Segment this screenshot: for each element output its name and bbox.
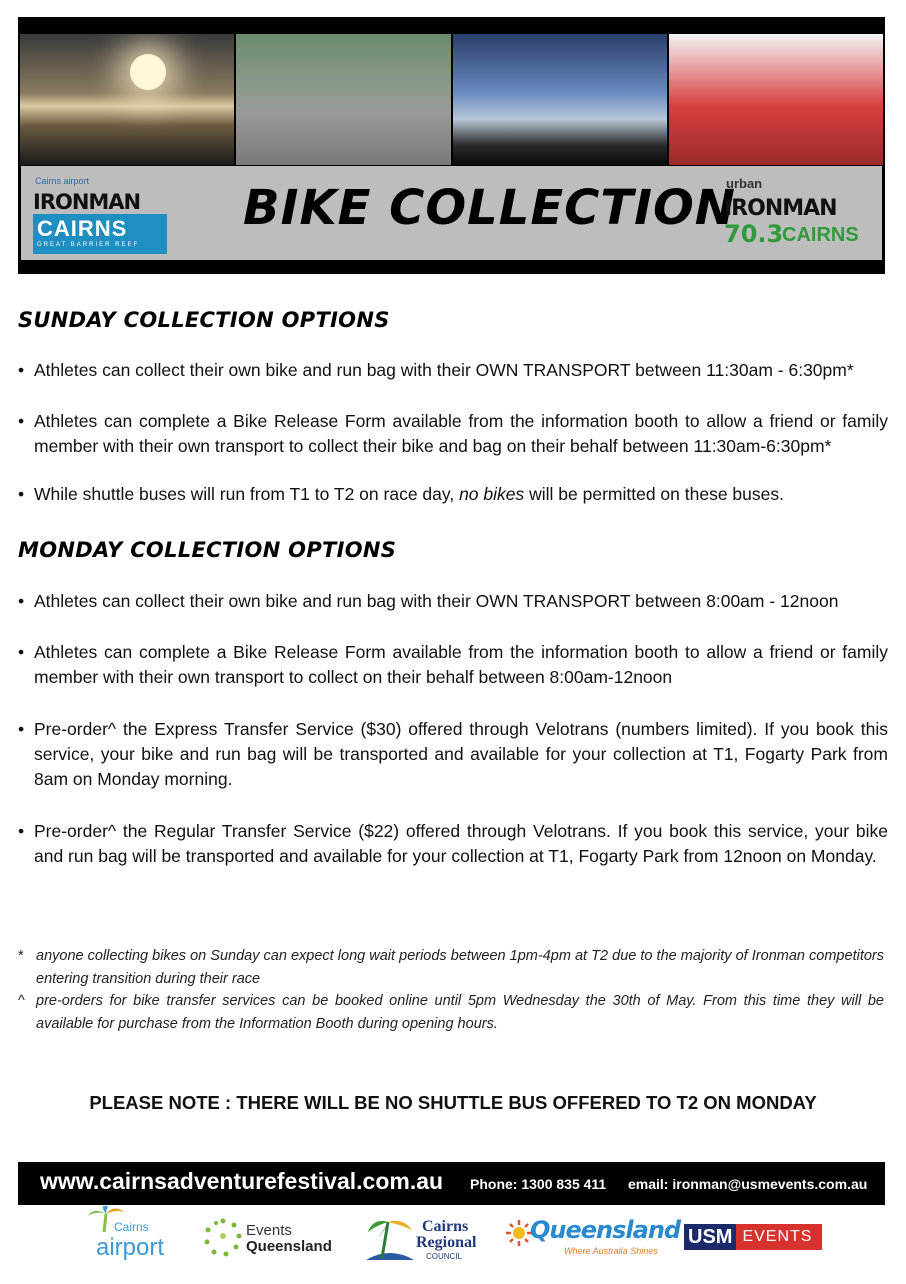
bullet-icon: • — [18, 484, 25, 504]
photo-run — [453, 34, 667, 165]
title-banner — [18, 166, 885, 260]
list-item: • Athletes can complete a Bike Release Form available from the information booth to allow a friend or family member with their own transport to collect their bike and bag on their behalf between 11:30am-6:30pm* — [18, 411, 888, 456]
list-item: • Athletes can collect their own bike and run bag with their OWN TRANSPORT between 11:30am - 6:30pm* — [18, 358, 888, 383]
bullet-icon: • — [18, 411, 25, 431]
list-item: • While shuttle buses will run from T1 to T2 on race day, no bikes will be permitted on these buses. — [18, 482, 888, 507]
bullet-icon: • — [18, 642, 25, 662]
cairns-airport-logo: Cairns airport — [86, 1206, 176, 1266]
urban-sponsor-text: urban — [726, 176, 763, 191]
cairns-regional-council-logo: Cairns Regional COUNCIL — [362, 1216, 487, 1272]
airport-sponsor-text: Cairns airport — [35, 176, 90, 186]
please-note: PLEASE NOTE : THERE WILL BE NO SHUTTLE BUS OFFERED TO T2 ON MONDAY — [89, 1092, 817, 1113]
list-item: • Athletes can complete a Bike Release Form available from the information booth to allow a friend or family member with their own transport to collect on their behalf between 8:00am-12noon — [18, 642, 888, 687]
sun-burst-icon — [506, 1220, 532, 1246]
header-top-bar — [18, 17, 885, 33]
sponsor-logos — [0, 1206, 906, 1276]
monday-heading: MONDAY COLLECTION OPTIONS — [18, 538, 397, 562]
sun-icon — [130, 54, 166, 90]
council-emblem-icon — [362, 1216, 418, 1264]
logo-distance: 70.3 — [724, 220, 784, 248]
events-queensland-logo: Events Queensland — [204, 1218, 334, 1266]
sunday-heading: SUNDAY COLLECTION OPTIONS — [18, 308, 390, 332]
footnote-asterisk: * anyone collecting bikes on Sunday can expect long wait periods between 1pm-4pm at T2 due to the majority of Ironman competitors entering transition during their race — [18, 948, 884, 987]
footnote-caret: ^ pre-orders for bike transfer services can be booked online until 5pm Wednesday the 30th of May. From this time they will be available for purchase from the Information Booth during opening hours. — [18, 993, 884, 1032]
photo-finish — [669, 34, 883, 165]
list-item: • Pre-order^ the Express Transfer Service ($30) offered through Velotrans (numbers limited). If you book this service, your bike and run bag will be transported and available for your collection at T1, Fogarty Park from 8am on Monday morning. — [18, 719, 888, 789]
bullet-icon: • — [18, 360, 25, 380]
logo-city-right: CAIRNS — [782, 224, 859, 246]
bullet-icon: • — [18, 719, 25, 739]
bullet-icon: • — [18, 821, 25, 841]
email-link[interactable]: email: ironman@usmevents.com.au — [628, 1176, 868, 1192]
ironman-703-logo — [724, 174, 874, 254]
ironman-cairns-logo — [33, 174, 173, 254]
logo-city: CAIRNS — [37, 216, 128, 241]
logo-cairns-box — [33, 214, 167, 254]
logo-tagline: GREAT BARRIER REEF — [37, 242, 140, 248]
usm-events-logo: USM EVENTS — [684, 1224, 822, 1250]
queensland-logo: Queensland Where Australia Shines — [506, 1212, 666, 1266]
header-bottom-bar — [18, 260, 885, 274]
website-link[interactable]: www.cairnsadventurefestival.com.au — [40, 1168, 444, 1194]
photo-swim — [20, 34, 234, 165]
footer-bar — [18, 1162, 885, 1205]
photo-strip — [18, 33, 885, 166]
page-title: BIKE COLLECTION — [243, 180, 736, 236]
list-item: • Pre-order^ the Regular Transfer Service ($22) offered through Velotrans. If you book this service, your bike and run bag will be transported and available for your collection at T1, Fogarty Park from 12noon on Monday. — [18, 821, 888, 866]
logo-brand: IRONMAN — [33, 190, 141, 214]
list-item: • Athletes can collect their own bike and run bag with their OWN TRANSPORT between 8:00am - 12noon — [18, 589, 888, 614]
logo-brand-right: IRONMAN — [724, 196, 837, 221]
bullet-icon: • — [18, 591, 25, 611]
photo-bike — [236, 34, 450, 165]
emphasis-no-bikes: no bikes — [459, 484, 525, 504]
phone-text: Phone: 1300 835 411 — [470, 1176, 607, 1192]
dots-circle-icon — [204, 1218, 242, 1258]
